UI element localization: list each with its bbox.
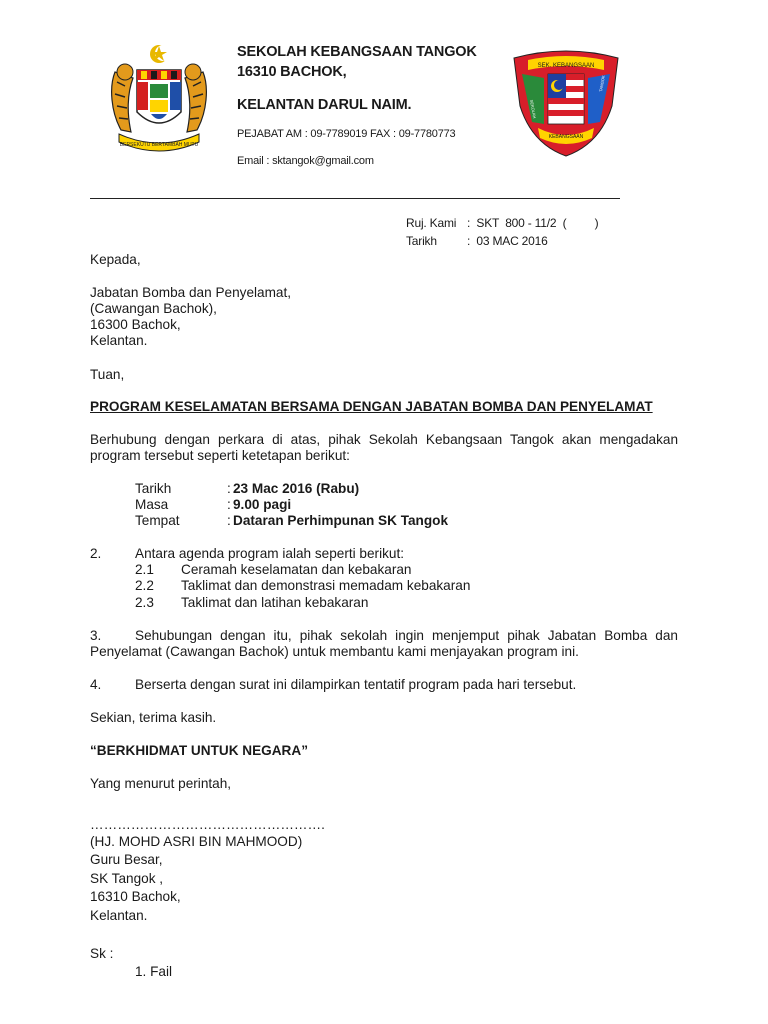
signatory-name: (HJ. MOHD ASRI BIN MAHMOOD) [90, 834, 303, 849]
yours-faithfully: Yang menurut perintah, [90, 776, 232, 791]
agenda-item-text: Taklimat dan demonstrasi memadam kebakaran [181, 578, 471, 593]
signatory-state: Kelantan. [90, 908, 148, 923]
agenda-item-number: 2.2 [135, 578, 154, 593]
school-state: KELANTAN DARUL NAIM. [237, 97, 412, 113]
para-4-text: Berserta dengan surat ini dilampirkan tentatif program pada hari tersebut. [135, 677, 577, 692]
detail-label: Tarikh [135, 481, 172, 496]
agenda-item-number: 2.3 [135, 595, 154, 610]
detail-colon: : [227, 497, 231, 512]
crest-bottom-text: KEBANGSAAN [548, 134, 584, 140]
para-3-line-1: Sehubungan dengan itu, pihak sekolah ingin menjemput pihak Jabatan Bomba dan [135, 628, 678, 643]
closing: Sekian, terima kasih. [90, 710, 217, 725]
school-crest-icon [508, 44, 624, 160]
detail-colon: : [227, 481, 231, 496]
signature-line: ……………………………………………. [90, 817, 325, 832]
date-label: Tarikh [406, 234, 437, 248]
recipient-line: Kelantan. [90, 333, 148, 348]
detail-label: Tempat [135, 513, 180, 528]
crest-right-text: TANGOK [598, 74, 606, 93]
detail-colon: : [227, 513, 231, 528]
para-2-text: Antara agenda program ialah seperti berikut: [135, 546, 405, 561]
header-divider [90, 198, 620, 199]
para-3-number: 3. [90, 628, 102, 643]
detail-value: Dataran Perhimpunan SK Tangok [233, 513, 449, 528]
detail-value: 9.00 pagi [233, 497, 292, 512]
cc-label: Sk : [90, 946, 114, 961]
detail-label: Masa [135, 497, 169, 512]
para-2-number: 2. [90, 546, 102, 561]
office-phone-fax: PEJABAT AM : 09-7789019 FAX : 09-7780773 [237, 128, 456, 140]
para-3-line-2: Penyelamat (Cawangan Bachok) untuk membantu kami menjayakan program ini. [90, 644, 579, 659]
signatory-town: 16310 Bachok, [90, 889, 181, 904]
motto: “BERKHIDMAT UNTUK NEGARA” [90, 743, 308, 758]
coat-of-arms-icon [105, 42, 213, 154]
ref-value: : SKT 800 - 11/2 ( ) [467, 216, 599, 230]
crest-top-text: SEK. KEBANGSAAN [537, 63, 595, 69]
detail-value: 23 Mac 2016 (Rabu) [233, 481, 360, 496]
recipient-to: Kepada, [90, 252, 141, 267]
para-4-number: 4. [90, 677, 102, 692]
agenda-item-text: Taklimat dan latihan kebakaran [181, 595, 369, 610]
cc-item: 1. Fail [135, 964, 173, 979]
recipient-line: (Cawangan Bachok), [90, 301, 217, 316]
svg-text:BERSEKUTU BERTAMBAH MUTU: BERSEKUTU BERTAMBAH MUTU [119, 142, 199, 148]
school-postcode-town: 16310 BACHOK, [237, 64, 347, 80]
ref-label: Ruj. Kami [406, 216, 457, 230]
recipient-line: Jabatan Bomba dan Penyelamat, [90, 285, 292, 300]
school-name: SEKOLAH KEBANGSAAN TANGOK [237, 44, 477, 60]
agenda-item-number: 2.1 [135, 562, 154, 577]
signatory-title: Guru Besar, [90, 852, 163, 867]
signatory-school: SK Tangok , [90, 871, 164, 886]
greeting: Tuan, [90, 367, 125, 382]
date-value: : 03 MAC 2016 [467, 234, 548, 248]
crest-left-text: SEKOLAH [529, 99, 538, 119]
school-email: Email : sktangok@gmail.com [237, 155, 374, 167]
paragraph-1: Berhubung dengan perkara di atas, pihak Sekolah Kebangsaan Tangok akan mengadakan program tersebut seperti ketetapan berikut: [90, 432, 678, 463]
recipient-line: 16300 Bachok, [90, 317, 181, 332]
agenda-item-text: Ceramah keselamatan dan kebakaran [181, 562, 412, 577]
subject-line: PROGRAM KESELAMATAN BERSAMA DENGAN JABATAN BOMBA DAN PENYELAMAT [90, 399, 653, 414]
